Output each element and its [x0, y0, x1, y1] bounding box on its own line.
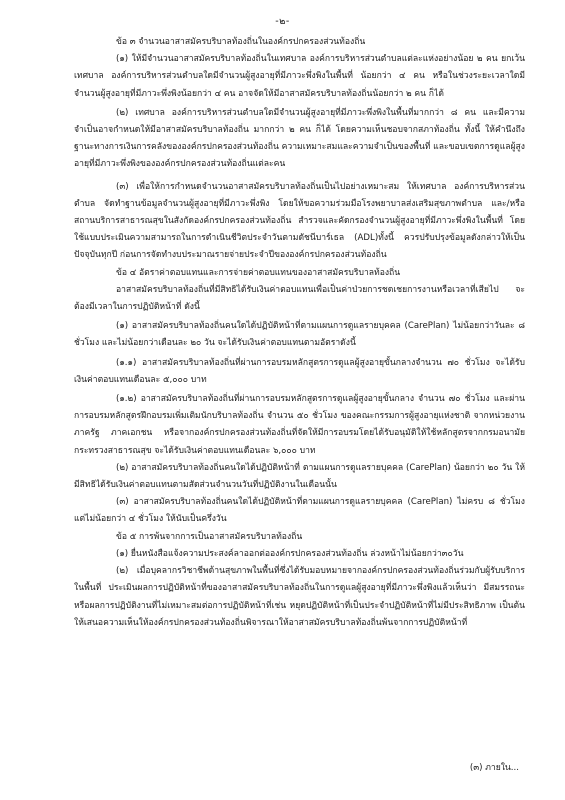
clause-4-item-3: (๓) อาสาสมัครบริบาลท้องถิ่นคนใดได้ปฏิบัติหน้าที่ตามแผนการดูแลรายบุคคล (CarePlan) ไม่ครบ ๘ ชั่วโมง แต่ไม่น้อยกว่า ๔ ชั่วโมง ให้นับเป็นครึ่งวัน — [74, 497, 525, 525]
clause-3-item-2: (๒) เทศบาล องค์การบริหารส่วนตำบลใดมีจำนวนผู้สูงอายุที่มีภาวะพึ่งพิงในพื้นที่มากกว่า ๘ คน และมีความจำเป็นอาจกำหนดให้มีอาสาสมัครบริบาลท้องถิ่น มากกว่า ๒ คน ก็ได้ โดยความเห็นชอบจากสภาท้องถิ่น ทั้งนี้ ให้คำนึงถึงฐานะทางการเงินการคลังขององค์กรปกครองส่วนท้องถิ่น ความเหมาะสมและความจำเป็นของพื้นที่ และขอบเขตการดูแลผู้สูงอายุที่มีภาวะพึ่งพิงขององค์กรปกครองส่วนท้องถิ่นแต่ละคน — [74, 107, 525, 170]
clause-3-heading: ข้อ ๓ จำนวนอาสาสมัครบริบาลท้องถิ่นในองค์กรปกครองส่วนท้องถิ่น — [116, 37, 366, 47]
clause-5-item-1: (๑) ยื่นหนังสือแจ้งความประสงค์ลาออกต่อองค์กรปกครองส่วนท้องถิ่น ล่วงหน้าไม่น้อยกว่า๓๐วัน — [116, 548, 464, 559]
clause-4-item-1: (๑) อาสาสมัครบริบาลท้องถิ่นคนใดได้ปฏิบัติหน้าที่ตามแผนการดูแลรายบุคคล (CarePlan) ไม่น้อยกว่าวันละ ๘ ชั่วโมง และไม่น้อยกว่าเดือนละ ๒๐ วัน จะได้รับเงินค่าตอบแทนตามอัตราดังนี้ — [74, 321, 525, 349]
clause-5-heading: ข้อ ๕ การพ้นจากการเป็นอาสาสมัครบริบาลท้องถิ่น — [116, 531, 303, 542]
clause-4-item-2: (๒) อาสาสมัครบริบาลท้องถิ่นคนใดได้ปฏิบัติหน้าที่ ตามแผนการดูแลรายบุคคล (CarePlan) น้อยกว่า ๒๐ วัน ให้มีสิทธิได้รับเงินค่าตอบแทนตามสัดส่วนจำนวนวันที่ปฏิบัติงานในเดือนนั้น — [74, 462, 525, 491]
clause-4-heading: ข้อ ๔ อัตราค่าตอบแทนและการจ่ายค่าตอบแทนของอาสาสมัครบริบาลท้องถิ่น — [116, 267, 401, 278]
clause-3-item-1: (๑) ให้มีจำนวนอาสาสมัครบริบาลท้องถิ่นในเทศบาล องค์การบริหารส่วนตำบลแต่ละแห่งอย่างน้อย ๒ คน ยกเว้นเทศบาล องค์การบริหารส่วนตำบลใดมีจำนวนผู้สูงอายุที่มีภาวะพึ่งพิงในพื้นที่ น้อยกว่า ๔ คน หรือในช่วงระยะเวลาใดมีจำนวนผู้สูงอายุที่มีภาวะพึ่งพิงน้อยกว่า ๔ คน อาจจัดให้มีอาสาสมัครบริบาลท้องถิ่นน้อยกว่า ๒ คน ก็ได้ — [74, 54, 525, 99]
document-body — [74, 34, 525, 632]
clause-4-item-1-2: (๑.๒) อาสาสมัครบริบาลท้องถิ่นที่ผ่านการอบรมหลักสูตรการดูแลผู้สูงอายุขั้นกลาง จำนวน ๗๐ ชั่วโมง และผ่านการอบรมหลักสูตรฝึกอบรมเพิ่มเติมนักบริบาลท้องถิ่น จำนวน ๕๐ ชั่วโมง ของคณะกรรมการผู้สูงอายุแห่งชาติ จากหน่วยงานภาครัฐ ภาคเอกชน หรือจากองค์กรปกครองส่วนท้องถิ่นที่จัดให้มีการอบรมโดยได้รับอนุมัติให้ใช้หลักสูตรจากกรมอนามัย กระทรวงสาธารณสุข จะได้รับเงินค่าตอบแทนเดือนละ ๖,๐๐๐ บาท — [74, 394, 525, 456]
page-number: -๒- — [275, 16, 290, 27]
clause-4-item-1-1: (๑.๑) อาสาสมัครบริบาลท้องถิ่นที่ผ่านการอบรมหลักสูตรการดูแลผู้สูงอายุขั้นกลางจำนวน ๗๐ ชั่วโมง จะได้รับเงินค่าตอบแทนเดือนละ ๕,๐๐๐ บาท — [74, 357, 525, 385]
clause-5-item-2: (๒) เมื่อบุคลากรวิชาชีพด้านสุขภาพในพื้นที่ซึ่งได้รับมอบหมายจากองค์กรปกครองส่วนท้องถิ่นร่วมกับผู้รับบริการในพื้นที่ ประเมินผลการปฏิบัติหน้าที่ของอาสาสมัครบริบาลท้องถิ่นในการดูแลผู้สูงอายุที่มีภาวะพึ่งพิงแล้วเห็นว่า มีสมรรถนะหรือผลการปฏิบัติงานที่ไม่เหมาะสมต่อการปฏิบัติหน้าที่เช่น หยุดปฏิบัติหน้าที่เป็นประจำปฏิบัติหน้าที่ไม่มีประสิทธิภาพ เป็นต้น ให้เสนอความเห็นให้องค์กรปกครองส่วนท้องถิ่นพิจารณาให้อาสาสมัครบริบาลท้องถิ่นพ้นจากการปฏิบัติหน้าที่ — [74, 566, 525, 628]
continuation-note: (๓) ภายใน... — [469, 763, 519, 773]
clause-4-intro: อาสาสมัครบริบาลท้องถิ่นที่มีสิทธิได้รับเงินค่าตอบแทนเพื่อเป็นค่าป่วยการชดเชยการงานหรือเวลาที่เสียไป จะต้องมีเวลาในการปฏิบัติหน้าที่ ดังนี้ — [74, 284, 525, 313]
clause-3-item-3: (๓) เพื่อให้การกำหนดจำนวนอาสาสมัครบริบาลท้องถิ่นเป็นไปอย่างเหมาะสม ให้เทศบาล องค์การบริหารส่วนตำบล จัดทำฐานข้อมูลจำนวนผู้สูงอายุที่มีภาวะพึ่งพิง โดยให้ขอความร่วมมือโรงพยาบาลส่งเสริมสุขภาพตำบล และ/หรือสถานบริการสาธารณสุขในสังกัดองค์กรปกครองส่วนท้องถิ่น สำรวจและคัดกรองจำนวนผู้สูงอายุที่มีภาวะพึ่งพิงในพื้นที่ โดยใช้แบบประเมินความสามารถในการดำเนินชีวิตประจำวันตามดัชนีบาร์เธล (ADL)ทั้งนี้ ควรปรับปรุงข้อมูลดังกล่าวให้เป็นปัจจุบันทุกปี ก่อนการจัดทำงบประมาณรายจ่ายประจำปีขององค์กรปกครองส่วนท้องถิ่น — [74, 181, 525, 261]
